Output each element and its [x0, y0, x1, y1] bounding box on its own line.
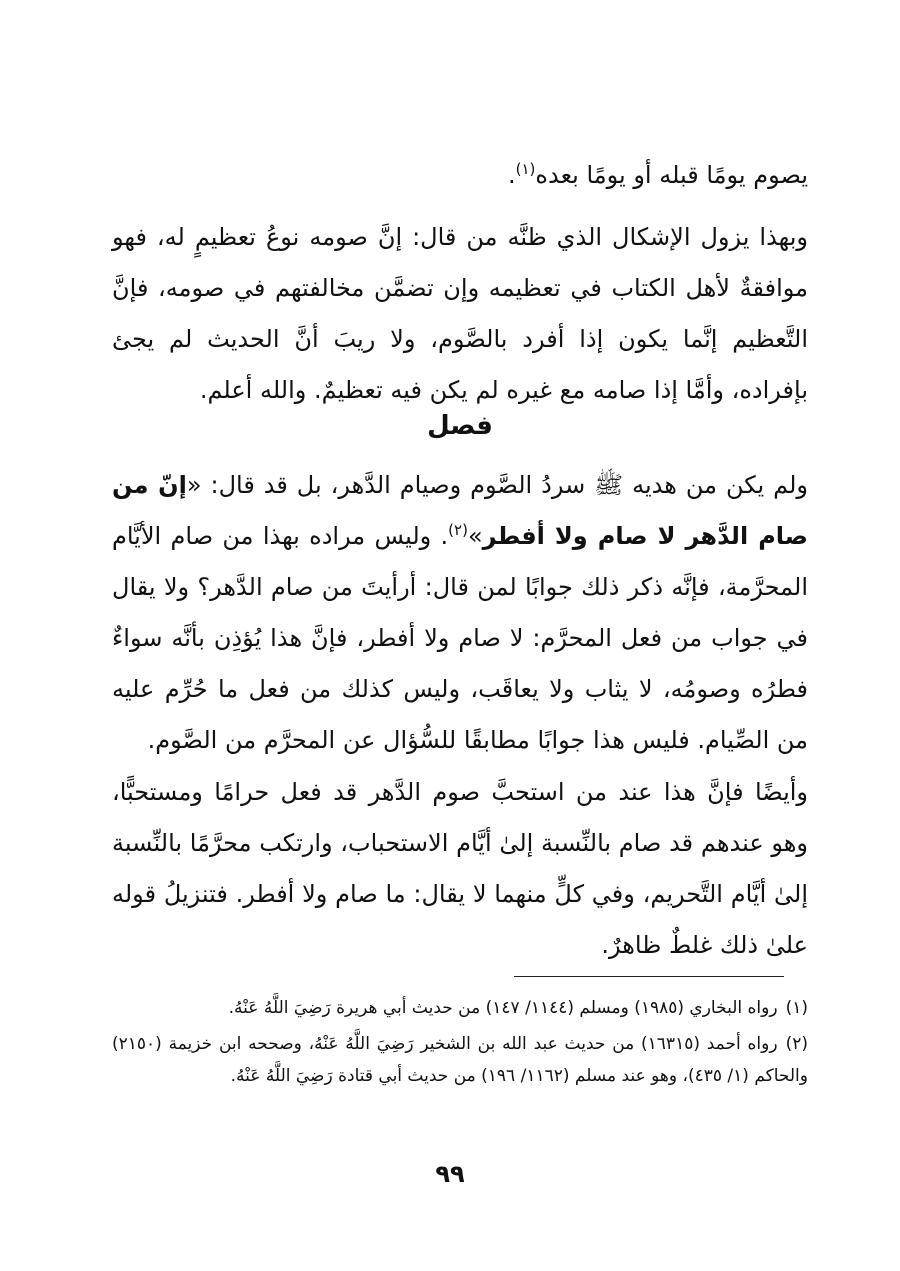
footnote-1-number: (١): [785, 998, 808, 1018]
footnote-separator: [514, 976, 784, 977]
hadith-quote: إنّ من صام الدَّهر لا صام ولا أفطر: [112, 471, 809, 550]
paragraph-1-text: يصوم يومًا قبله أو يومًا بعده: [535, 161, 808, 189]
paragraph-1: [112, 150, 808, 201]
paragraph-1-end: .: [507, 161, 516, 189]
footnotes: [112, 992, 808, 1096]
footnote-2: [112, 1028, 808, 1092]
footnote-ref-1: (١): [515, 160, 536, 178]
paragraph-3-intro: ولم يكن من هديه ﷺ سردُ الصَّوم وصيام الدَّهر، بل قد قال: «: [186, 471, 808, 499]
page-number: ٩٩: [435, 1160, 465, 1188]
quote-close: »: [467, 522, 483, 550]
paragraph-3: [112, 460, 808, 766]
footnote-1-text: رواه البخاري (١٩٨٥) ومسلم (١١٤٤/ ١٤٧) من حديث أبي هريرة رَضِيَ اللَّهُ عَنْهُ.: [228, 998, 778, 1018]
footnote-1: [112, 992, 808, 1024]
section-heading: فصل: [427, 411, 493, 441]
footnote-2-number: (٢): [785, 1034, 808, 1054]
footnote-ref-2: (٢): [448, 521, 468, 539]
paragraph-4: وأيضًا فإنَّ هذا عند من استحبَّ صوم الدَّهر قد فعل حرامًا ومستحبًّا، وهو عندهم قد صام بالنِّسبة إلىٰ أيَّام الاستحباب، وارتكب محرَّمًا بالنِّسبة إلىٰ أيَّام التَّحريم، وفي كلٍّ منهما لا يقال: ما صام ولا أفطر. فتنزيلُ قوله علىٰ ذلك غلطٌ ظاهرٌ.: [112, 778, 808, 959]
footnote-2-text: رواه أحمد (١٦٣١٥) من حديث عبد الله بن الشخير رَضِيَ اللَّهُ عَنْهُ، وصححه ابن خزيمة (٢١٥٠) والحاكم (١/ ٤٣٥)، وهو عند مسلم (١١٦٢/ ١٩٦) من حديث أبي قتادة رَضِيَ اللَّهُ عَنْهُ.: [112, 1034, 808, 1086]
paragraph-2: وبهذا يزول الإشكال الذي ظنَّه من قال: إنَّ صومه نوعُ تعظيمٍ له، فهو موافقةٌ لأهل الكتاب في تعظيمه وإن تضمَّن مخالفتهم في صومه، فإنَّ التَّعظيم إنَّما يكون إذا أفرد بالصَّوم، ولا ريبَ أنَّ الحديث لم يجئ بإفراده، وأمَّا إذا صامه مع غيره لم يكن فيه تعظيمٌ. والله أعلم.: [112, 223, 808, 404]
paragraph-3-rest: . وليس مراده بهذا من صام الأيَّام المحرَّمة، فإنَّه ذكر ذلك جوابًا لمن قال: أرأيتَ من صام الدَّهر؟ ولا يقال في جواب من فعل المحرَّم: لا صام ولا أفطر، فإنَّ هذا يُؤذِن بأنَّه سواءٌ فطرُه وصومُه، لا يثاب ولا يعاقَب، وليس كذلك من فعل ما حُرِّم عليه من الصِّيام. فليس هذا جوابًا مطابقًا للسُّؤال عن المحرَّم من الصَّوم.: [112, 522, 808, 754]
